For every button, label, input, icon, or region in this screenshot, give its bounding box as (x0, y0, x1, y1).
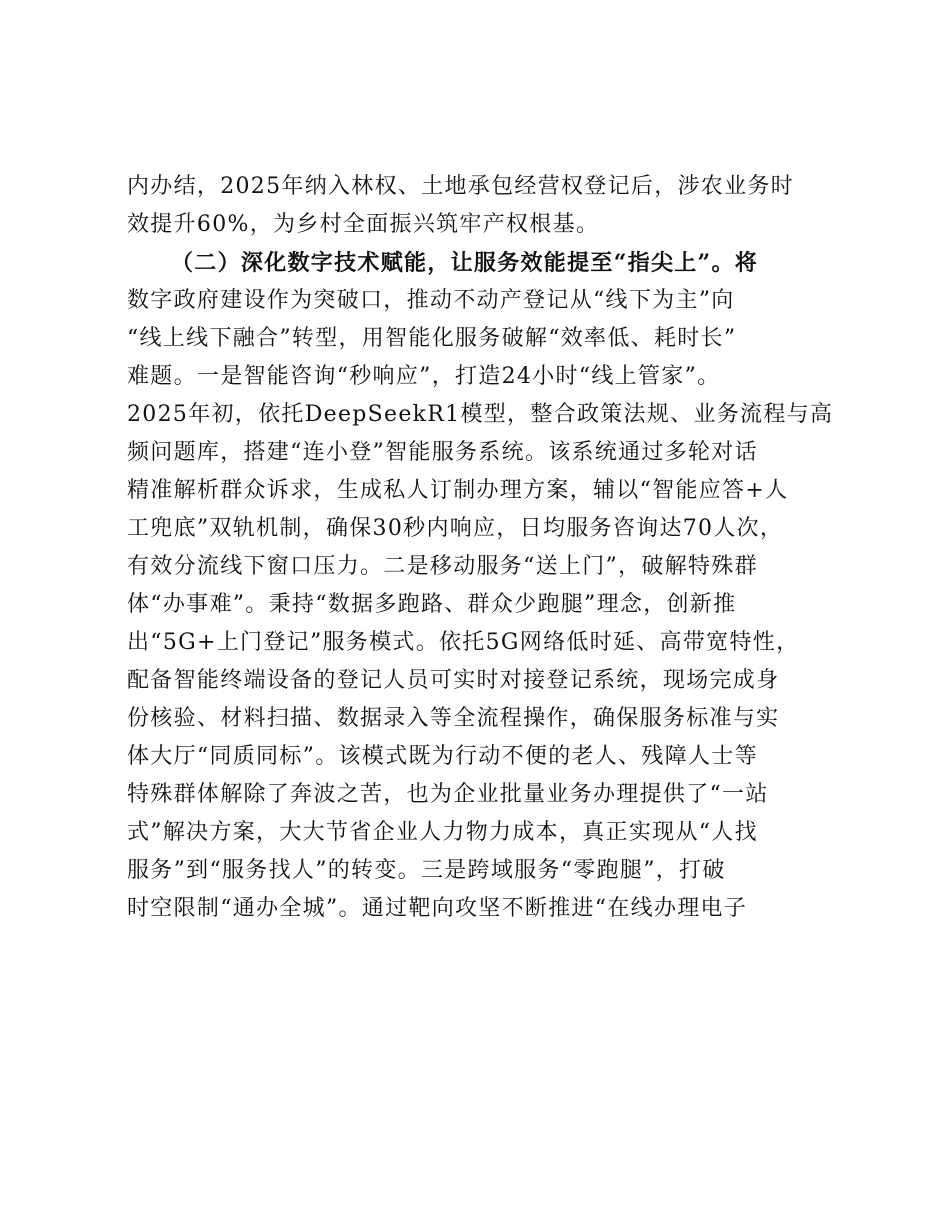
text-line: 难题。一是智能咨询“秒响应”，打造24小时“线上管家”。 (127, 364, 721, 389)
text-line: 2025年初，依托DeepSeekR1模型，整合政策法规、业务流程与高 (127, 402, 834, 427)
text-line: 效提升60%，为乡村全面振兴筑牢产权根基。 (127, 212, 600, 237)
text-line: “线上线下融合”转型，用智能化服务破解“效率低、耗时长” (127, 326, 737, 351)
text-line: 特殊群体解除了奔波之苦，也为企业批量业务办理提供了“一站 (127, 782, 769, 807)
text-line: 体“办事难”。秉持“数据多跑路、群众少跑腿”理念，创新推 (127, 592, 737, 617)
text-line: 有效分流线下窗口压力。二是移动服务“送上门”，破解特殊群 (127, 554, 758, 579)
text-line: 体大厅“同质同标”。该模式既为行动不便的老人、残障人士等 (127, 744, 758, 769)
body-text (127, 168, 834, 928)
text-line: 时空限制“通办全城”。通过靶向攻坚不断推进“在线办理电子 (127, 896, 748, 921)
text-line: 精准解析群众诉求，生成私人订制办理方案，辅以“智能应答+人 (127, 478, 789, 503)
text-line: 频问题库，搭建“连小登”智能服务系统。该系统通过多轮对话 (127, 440, 758, 465)
text-line: 工兜底”双轨机制，确保30秒内响应，日均服务咨询达70人次， (127, 516, 784, 541)
text-line: 配备智能终端设备的登记人员可实时对接登记系统，现场完成身 (127, 668, 780, 693)
text-line: 服务”到“服务找人”的转变。三是跨域服务“零跑腿”，打破 (127, 858, 726, 883)
section-heading-line: （二）深化数字技术赋能，让服务效能提至“指尖上”。将 (171, 250, 759, 276)
text-line: 份核验、材料扫描、数据录入等全流程操作，确保服务标准与实 (127, 706, 780, 731)
text-line: 出“5G+上门登记”服务模式。依托5G网络低时延、高带宽特性， (127, 630, 800, 655)
text-line: 内办结，2025年纳入林权、土地承包经营权登记后，涉农业务时 (127, 174, 794, 199)
text-line: 数字政府建设作为突破口，推动不动产登记从“线下为主”向 (127, 288, 735, 313)
text-line: 式”解决方案，大大节省企业人力物力成本，真正实现从“人找 (127, 820, 758, 845)
